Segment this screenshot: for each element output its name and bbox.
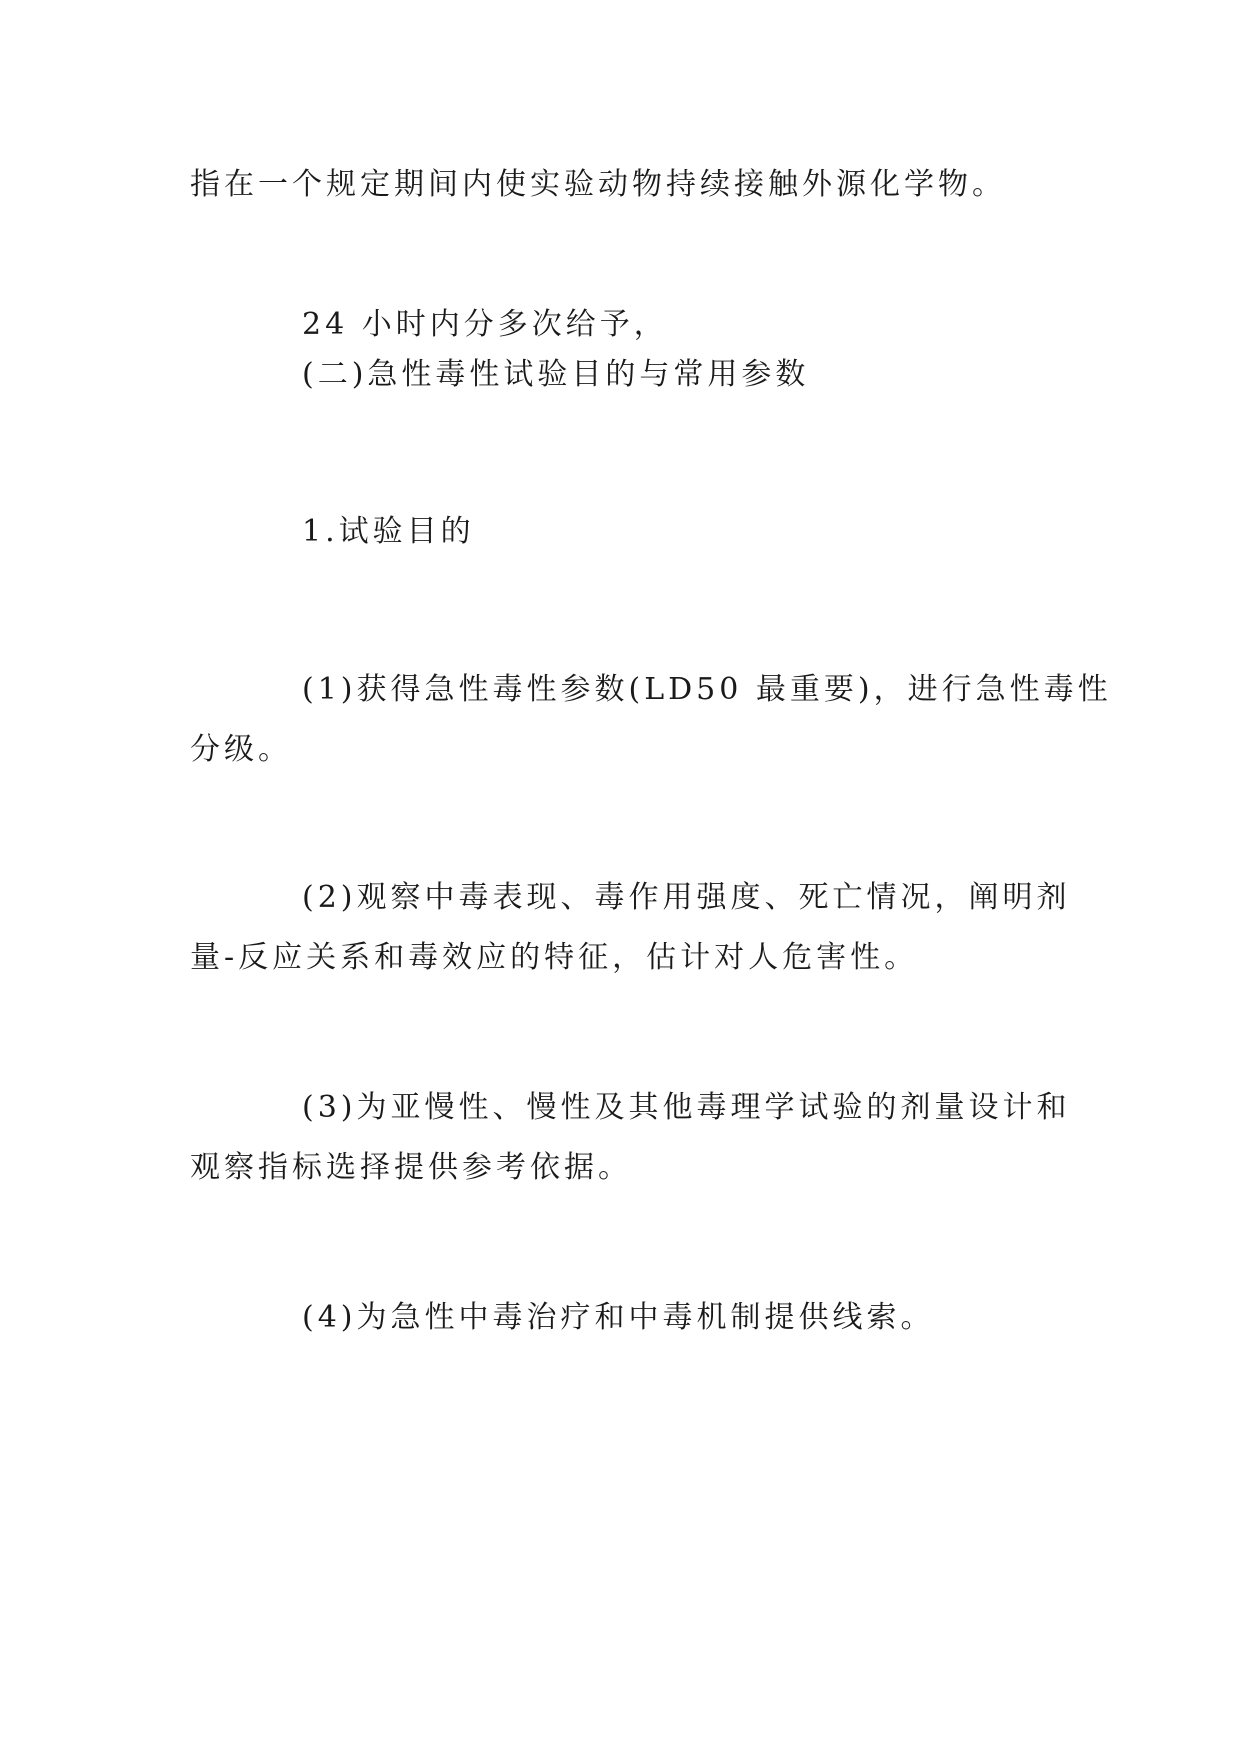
paragraph-line: 24 小时内分多次给予， [302, 307, 668, 342]
subsection-heading-text: 1.试验目的 [302, 514, 475, 549]
paragraph-exposure-definition [190, 155, 1050, 215]
paragraph-line: (1)获得急性毒性参数(LD50 最重要)，进行急性毒性 [302, 672, 1112, 707]
section-heading-acute-toxicity-purpose [190, 345, 1050, 405]
paragraph-line: 观察指标选择提供参考依据。 [190, 1150, 632, 1185]
paragraph-line: (3)为亚慢性、慢性及其他毒理学试验的剂量设计和 [302, 1090, 1071, 1125]
paragraph-line: (4)为急性中毒治疗和中毒机制提供线索。 [302, 1300, 935, 1335]
list-item-3 [190, 1078, 1071, 1198]
section-heading-text: (二)急性毒性试验目的与常用参数 [302, 357, 810, 392]
list-item-1 [190, 660, 1112, 780]
paragraph-line: (2)观察中毒表现、毒作用强度、死亡情况，阐明剂 [302, 880, 1071, 915]
paragraph-line: 指在一个规定期间内使实验动物持续接触外源化学物。 [190, 167, 1006, 202]
paragraph-line: 分级。 [190, 732, 292, 767]
subsection-heading-test-purpose [190, 502, 1050, 562]
list-item-4 [190, 1288, 1050, 1348]
paragraph-line: 量-反应关系和毒效应的特征，估计对人危害性。 [190, 940, 919, 975]
list-item-2 [190, 868, 1071, 988]
